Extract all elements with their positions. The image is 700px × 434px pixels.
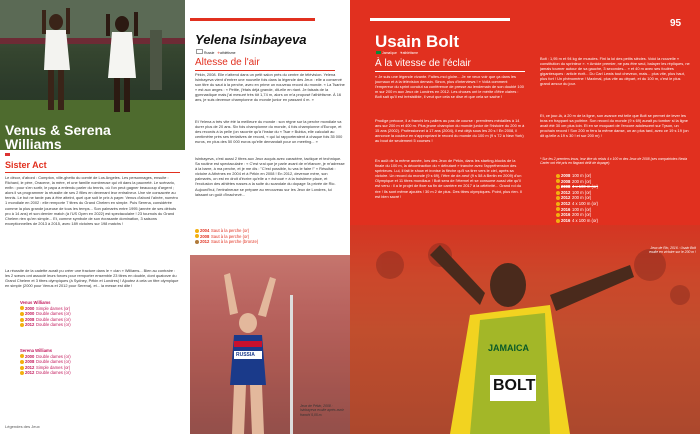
yelena-body3: Isinbayeva, c'est aussi 2 titres aux Jeux acquis avec caractère, tactique et technique. Sa routine est spectaculaire : « C'est vrai que je parle avant de m'élancer, je m'adresse à la barre, à ma perche, et je me dis : "C'est possible, tu vas le faire !" » Résultat : victoire à Athènes en 2004 et à Pékin en 2008 ! En 2012, devenue mère, son palmarès, on est en droit d'écrire qu'elle a « échoué » à la troisième place, et l'exclusion des athlètes russes a la suite du scandale du dopage l'a privée de Rio. Aujourd'hui, l'entraîneuse se prépare au renouveau sur les Jeux de Londres, lui laissant un goût d'inachevé... [195,156,345,197]
bolt-photo [350,225,700,434]
medal-icon [556,207,560,211]
medal-icon [20,354,24,358]
flag-icon [196,49,203,54]
medal-icon [20,366,24,370]
medal-icon [556,202,560,206]
usain-rule [375,71,525,72]
serena-medals-title: Serena Williams [20,348,53,353]
medal-icon [195,229,199,233]
yelena-meta [196,49,236,55]
williams-meta [5,153,180,157]
medal-icon [195,240,199,244]
venus-medals [20,300,180,328]
yelena-body: Pékin, 2008. Elle n'attend dans un petit salon près du centre de télévision. Yelena Isinbayeva vient d'entrer une nouvelle fois dans la légende des Jeux : elle a conservé son titre du saut à la perche, avec en prime un nouveau record du monde. « La Tsarine » est aux anges : « Petite, j'étais déjà grande, dit-elle en riant. Je faisais de la gymnastique mais j'ai mesuré très tôt 1,74 m, alors on m'a proposé l'athlétisme. À 16 ans, je suis devenue championne du monde junior en passant 4 m. » [195,72,345,103]
williams-body2: La réussite de la cadette aurait pu créer une fracture dans le « clan » Williams... Bien au contraire : les 2 sœurs ont associé leurs forces pour remporter ensemble 23 titres en double, dont quatorze du Grand Chelem et 3 titres olympiques (à Sydney, Pékin et Londres) ! Ajoutez à cela un titre olympique en simple (2000 pour Venus et 2012 pour Serena), et... la messe est dite ! [5,268,179,289]
yelena-medal-2: 2012 Saut à la perche (bronze) [195,239,345,245]
yelena-medal-1: 2008 Saut à la perche (or) [195,234,345,240]
venus-medal-1: 2000 Double dames (or) [20,311,180,317]
usain-right2: Et, ce jour-là, à 20 m de la ligne, son avance est telle que Bolt se permet de lever les bras en frappant sa poitrine. Son record du monde (9 s 69) aurait pu tomber si la ligne avait été 30 cm plus loin. Et en se moquant de l'encore adolescent sur Tyson, un prochain record ! Son 200 m fera la même danse, un an plus tard, avec ce 19 s 19 (on dit qu'elle a 19 s 30 ! et sur 200 m) ! [540,113,689,139]
usain-bar [370,18,510,21]
medal-icon [556,185,560,189]
medal-icon [20,371,24,375]
serena-medals [20,348,180,376]
yelena-subtitle: Altesse de l'air [195,57,260,68]
bolt-photo-art [350,225,700,434]
serena-medal-0: 2000 Double dames (or) [20,354,180,360]
williams-title: Venus & Serena Williams [5,122,111,152]
medal-icon [195,234,199,238]
williams-rule [5,172,180,173]
usain-right: Bolt : 1,95 m et 94 kg de muscles. Fini la loi des petits siècles. Voici la nouvelle « constitution du sprinteur ». « Amicie premier, ne pas être seul, balayer les répliques, ne jamais tourner autour de sa gauche, 3 secondes... » et 40 m avec ses foulées gigantesques : article écrit... Du Carl Lewis tout cheveux, mais... plus vite, plus haut, plus fort ! Un phénomène ! Maximal, plus vite au départ, et du 100 m, c'est le plus grand amour du jour. [540,56,690,87]
yelena-rule [195,70,335,71]
serena-medal-1: 2008 Double dames (or) [20,359,180,365]
williams-caption: Double dames à Wimbledon [135,153,178,157]
medal-icon [556,213,560,217]
usain-sport: athlétisme [402,51,419,55]
page-number: 95 [670,18,682,29]
serena-medal-3: 2012 Double dames (or) [20,370,180,376]
williams-sport: tennis [31,153,41,157]
venus-medal-3: 2012 Double dames (or) [20,322,180,328]
williams-country: États-Unis [11,153,27,157]
serena-medal-2: 2012 Simple dames (or) [20,365,180,371]
usain-medal-8: 2016 4 x 100 m (or) [556,218,676,224]
medal-icon [556,174,560,178]
usain-note: * Sur les 2 premiers trous, leur titre du relais 4 x 100 m des Jeux de 2008 (ses compatriotes Nesta Carter ont été pris en flagrant délit de dopage). [540,157,688,166]
usain-body: « Je suis une légende vivante. Faites-moi gloire... Je ne veux voir que ça dans les journaux et à la télévision demain. Sinon, plus d'interviews ! » Voilà comment l'empereur du sprint conclut sa conférence de presse au lendemain de son doublé 100 m sur 200 m aux Jeux de Londres en 2012. Les choses ont le mérite d'être claires : Bolt sait qu'il est irrésistible, il veut que cela se dise et que cela se sache ! [375,74,524,100]
flag-icon [376,51,381,54]
yelena-sport: athlétisme [220,51,236,55]
medal-icon [20,318,24,322]
usain-medal-0: 2008 100 m (or) [556,173,676,179]
williams-subtitle: Sister Act [5,160,47,170]
usain-medals [556,173,676,223]
usain-body2: Prodige précoce, il a franchi les paliers au pas de course : premières médailles à 14 ans sur 200 m et 400 m. Plus jeune champion du monde junior de l'histoire du 200 m à 15 ans (2002). Professionnel à 17 ans (2004), il est déjà sous les 20 s ! En 2008, il annonce la couleur en s'appropriant le record du monde du 100 m (9 s 72 à New York) au bout de seulement 5 courses ! [375,118,525,144]
yelena-body2: Et Yelena a très vite été la meilleure du monde : son règne sur la perche mondiale va durer plus de 20 ans. Six fois championne du monde, 4 fois championne d'Europe, et des records à la pelle (on raconte qu'à l'instar du « Tsar » Bubka, elle calculait au centimètre près ses tentatives de record, « qui lui rapporteraient à chaque fois 35 000 euros, en plus des 50 000 euros qu'elle demandait pour un meeting... » [195,119,343,145]
usain-medal-4: 2012 200 m (or) [556,195,676,201]
usain-meta [376,51,418,55]
yelena-bar [190,18,315,21]
venus-medal-2: 2008 Double dames (or) [20,317,180,323]
medal-icon [20,323,24,327]
usain-medal-1: 2008 200 m (or) [556,179,676,185]
medal-icon [20,312,24,316]
athletics-icon: ✈ [399,51,403,55]
flag-icon [5,153,10,156]
usain-medal-7: 2016 200 m (or) [556,212,676,218]
usain-medal-3: 2012 100 m (or) [556,190,676,196]
medal-icon [556,191,560,195]
yelena-bib: RUSSIA [236,352,255,358]
usain-subtitle: À la vitesse de l'éclair [375,58,471,69]
venus-medals-title: Venus Williams [20,300,51,305]
athletics-icon: ✈ [217,51,221,55]
yelena-title: Yelena Isinbayeva [195,32,307,47]
tennis-icon: ● [29,153,32,157]
medal-icon [556,196,560,200]
bolt-bib: BOLT [493,377,536,394]
venus-medal-0: 2000 Simple dames (or) [20,306,180,312]
footer-text: Légendes des Jeux [5,424,40,429]
bolt-bib-country: JAMAICA [488,343,530,353]
medal-icon [556,219,560,223]
bolt-photo-caption: Jeux de Rio, 2016 : Usain Bolt exulte en victoire sur le 200 m ! [649,246,696,255]
usain-medal-2: 2008 4 x 100 m (or) [556,184,676,190]
williams-body: Le décor, d'abord : Compton, ville-ghetto du comté de Los Angeles. Les personnages, ensuite : Richard, le père, Oracene, la mère, et une famille nombreuse qui vit dans la pauvreté. Le scénario, enfin : pour s'en sortir, le papa a entendu parler du tennis, où l'on peut gagner beaucoup d'argent ; alors il va programmer la réussite de ses 2 filles en devenant leur entraîneur. Une vie consacrée au tennis. Le but ne tarde pas à être atteint, quel que soit le prix à payer. Venus d'abord l'aînée, numéro 1 mondiale en 2002 : elle remporte 7 titres du Grand Chelem en simple. Puis Serena, considérée comme la plus grande joueuse de tous les temps... Son palmarès entre 1995 (année de ses débuts pro à 14 ans) et son dernier match (à l'US Open en 2022) est spectaculaire ! 23 tournois du Grand Chelem rien qu'en simple... Et, comme symbole de son écrasante domination, 3 saisons exceptionnelles de 2013 à 2015, avec 189 victoires sur 198 matchs ! [5,175,179,226]
usain-medal-6: 2016 100 m (or) [556,207,676,213]
usain-title: Usain Bolt [375,32,460,51]
usain-medal-5: 2012 4 x 100 m (or) [556,201,676,207]
usain-body3: En août de la même année, lors des Jeux de Pékin, dans les starting-blocks de la finale du 100 m, la décontraction du « débutant » tranche avec l'appréhension des sprinteurs. Lui, il fait le show et ironise la flèche qu'il va tirer vers le ciel, après sa victoire. Un record du monde (9 s 69), l'être de de-neuf (9 s 58 à Berlin en 2009) d'un Olympique et 11 titres mondiaux ! Bolt sera de l'éternel et se consume aussi vite qu'il est venu : il a le projet de fixer sa fin de carrière en 2017 à la célébrité... Grand roi du rire ! Ils sont même ajoutés ! 30 m 2 de plus. Des titres olympiques. Point, plus rien. Il est bien sacré ! [375,158,522,199]
yelena-country: Russie [204,51,215,55]
usain-country: Jamaïque [382,51,397,55]
yelena-medal-0: 2004 Saut à la perche (or) [195,228,345,234]
medal-icon [556,179,560,183]
yelena-medals [195,228,345,245]
medal-icon [20,360,24,364]
yelena-photo-caption: Jeux de Pékin, 2008 : Isinbayeva exulte après avoir franchi 5,05 m. [300,404,344,417]
medal-icon [20,306,24,310]
